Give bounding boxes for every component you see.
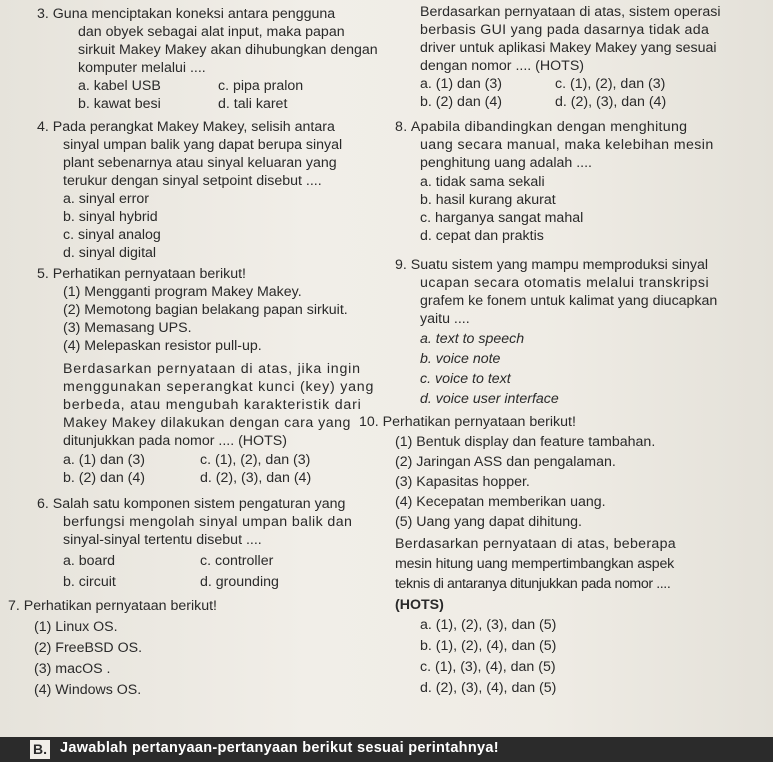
question-4-line-1: 4. Pada perangkat Makey Makey, selisih antara: [37, 119, 335, 135]
question-5-line-8: berbeda, atau mengubah karakteristik dari: [63, 397, 362, 413]
question-9-option-c[interactable]: c. voice to text: [420, 371, 511, 387]
question-9-line-2: ucapan secara otomatis melalui transkripsi: [420, 275, 710, 291]
question-5-option-a[interactable]: a. (1) dan (3): [63, 452, 146, 468]
question-7-line-1: 7. Perhatikan pernyataan berikut!: [8, 598, 218, 614]
question-8-option-d[interactable]: d. cepat dan praktis: [420, 228, 544, 244]
question-9-line-4: yaitu ....: [420, 311, 470, 327]
question-10-statement-2: (2) Jaringan ASS dan pengalaman.: [395, 454, 616, 470]
question-3-line-3: sirkuit Makey Makey akan dihubungkan dengan: [78, 42, 378, 58]
question-10-option-c[interactable]: c. (1), (3), (4), dan (5): [420, 659, 556, 675]
question-9-line-3: grafem ke fonem untuk kalimat yang diucapkan: [420, 293, 718, 309]
question-6-option-a[interactable]: a. board: [63, 553, 116, 569]
question-5-option-b[interactable]: b. (2) dan (4): [63, 470, 146, 486]
question-6-option-d[interactable]: d. grounding: [200, 574, 279, 590]
question-5-line-9: Makey Makey dilakukan dengan cara yang: [63, 415, 351, 431]
question-4-line-2: sinyal umpan balik yang dapat berupa sinyal: [63, 137, 343, 153]
question-3-line-2: dan obyek sebagai alat input, maka papan: [78, 24, 345, 40]
question-3-line-4: komputer melalui ....: [78, 60, 206, 76]
question-8-line-1: 8. Apabila dibandingkan dengan menghitung: [395, 119, 688, 135]
question-7-statement-1: (1) Linux OS.: [34, 619, 118, 635]
question-9-option-b[interactable]: b. voice note: [420, 351, 501, 367]
question-3-option-c[interactable]: c. pipa pralon: [218, 78, 304, 94]
question-5-statement-2: (2) Memotong bagian belakang papan sirkuit.: [63, 302, 348, 318]
question-6-option-c[interactable]: c. controller: [200, 553, 274, 569]
question-4-option-c[interactable]: c. sinyal analog: [63, 227, 161, 243]
question-5-line-7: menggunakan seperangkat kunci (key) yang: [63, 379, 375, 395]
continuation-option-b[interactable]: b. (2) dan (4): [420, 94, 503, 110]
question-6-line-3: sinyal-sinyal tertentu disebut ....: [63, 532, 262, 548]
question-8-option-c[interactable]: c. harganya sangat mahal: [420, 210, 584, 226]
question-5-statement-1: (1) Mengganti program Makey Makey.: [63, 284, 302, 300]
question-9-line-1: 9. Suatu sistem yang mampu memproduksi sinyal: [395, 257, 709, 273]
question-8-option-a[interactable]: a. tidak sama sekali: [420, 174, 545, 190]
question-5-option-c[interactable]: c. (1), (2), dan (3): [200, 452, 311, 468]
question-10-line-1: 10. Perhatikan pernyataan berikut!: [359, 414, 576, 430]
question-6-option-b[interactable]: b. circuit: [63, 574, 116, 590]
section-b-header: [0, 737, 773, 762]
question-10-statement-5: (5) Uang yang dapat dihitung.: [395, 514, 582, 530]
question-9-option-d[interactable]: d. voice user interface: [420, 391, 559, 407]
question-5-option-d[interactable]: d. (2), (3), dan (4): [200, 470, 312, 486]
question-6-line-1: 6. Salah satu komponen sistem pengaturan yang: [37, 496, 346, 512]
question-9-option-a[interactable]: a. text to speech: [420, 331, 525, 347]
continuation-option-a[interactable]: a. (1) dan (3): [420, 76, 503, 92]
question-3-option-a[interactable]: a. kabel USB: [78, 78, 161, 94]
question-10-statement-1: (1) Bentuk display dan feature tambahan.: [395, 434, 656, 450]
continuation-line-4: dengan nomor .... (HOTS): [420, 58, 585, 74]
question-10-statement-3: (3) Kapasitas hopper.: [395, 474, 530, 490]
question-4-option-a[interactable]: a. sinyal error: [63, 191, 149, 207]
question-8-line-2: uang secara manual, maka kelebihan mesin: [420, 137, 714, 153]
question-3-option-d[interactable]: d. tali karet: [218, 96, 288, 112]
question-10-option-b[interactable]: b. (1), (2), (4), dan (5): [420, 638, 557, 654]
question-5-line-10: ditunjukkan pada nomor .... (HOTS): [63, 433, 287, 449]
question-10-statement-4: (4) Kecepatan memberikan uang.: [395, 494, 606, 510]
continuation-option-c[interactable]: c. (1), (2), dan (3): [555, 76, 666, 92]
question-3-option-b[interactable]: b. kawat besi: [78, 96, 161, 112]
continuation-line-2: berbasis GUI yang pada dasarnya tidak ada: [420, 22, 710, 38]
continuation-line-1: Berdasarkan pernyataan di atas, sistem operasi: [420, 4, 721, 20]
question-8-option-b[interactable]: b. hasil kurang akurat: [420, 192, 556, 208]
question-4-line-3: plant sebenarnya atau sinyal keluaran yang: [63, 155, 337, 171]
question-10-option-a[interactable]: a. (1), (2), (3), dan (5): [420, 617, 557, 633]
question-10-line-7: Berdasarkan pernyataan di atas, beberapa: [395, 536, 676, 552]
question-3-line-1: 3. Guna menciptakan koneksi antara pengguna: [37, 6, 336, 22]
question-10-line-10: (HOTS): [395, 597, 444, 613]
question-10-option-d[interactable]: d. (2), (3), (4), dan (5): [420, 680, 557, 696]
question-5-statement-3: (3) Memasang UPS.: [63, 320, 192, 336]
question-10-line-8: mesin hitung uang mempertimbangkan aspek: [395, 556, 675, 572]
question-5-line-1: 5. Perhatikan pernyataan berikut!: [37, 266, 247, 282]
section-b-instruction: Jawablah pertanyaan-pertanyaan berikut sesuai perintahnya!: [60, 740, 499, 756]
question-7-statement-2: (2) FreeBSD OS.: [34, 640, 143, 656]
question-4-option-b[interactable]: b. sinyal hybrid: [63, 209, 158, 225]
question-8-line-3: penghitung uang adalah ....: [420, 155, 592, 171]
question-5-statement-4: (4) Melepaskan resistor pull-up.: [63, 338, 262, 354]
continuation-option-d[interactable]: d. (2), (3), dan (4): [555, 94, 667, 110]
continuation-line-3: driver untuk aplikasi Makey Makey yang sesuai: [420, 40, 717, 56]
question-10-line-9: teknis di antaranya ditunjukkan pada nomor ....: [395, 576, 671, 592]
question-5-line-6: Berdasarkan pernyataan di atas, jika ingin: [63, 361, 361, 377]
section-b-badge: B.: [30, 740, 50, 759]
question-7-statement-4: (4) Windows OS.: [34, 682, 142, 698]
question-7-statement-3: (3) macOS .: [34, 661, 111, 677]
question-4-line-4: terukur dengan sinyal setpoint disebut ....: [63, 173, 322, 189]
question-4-option-d[interactable]: d. sinyal digital: [63, 245, 157, 261]
question-6-line-2: berfungsi mengolah sinyal umpan balik dan: [63, 514, 353, 530]
